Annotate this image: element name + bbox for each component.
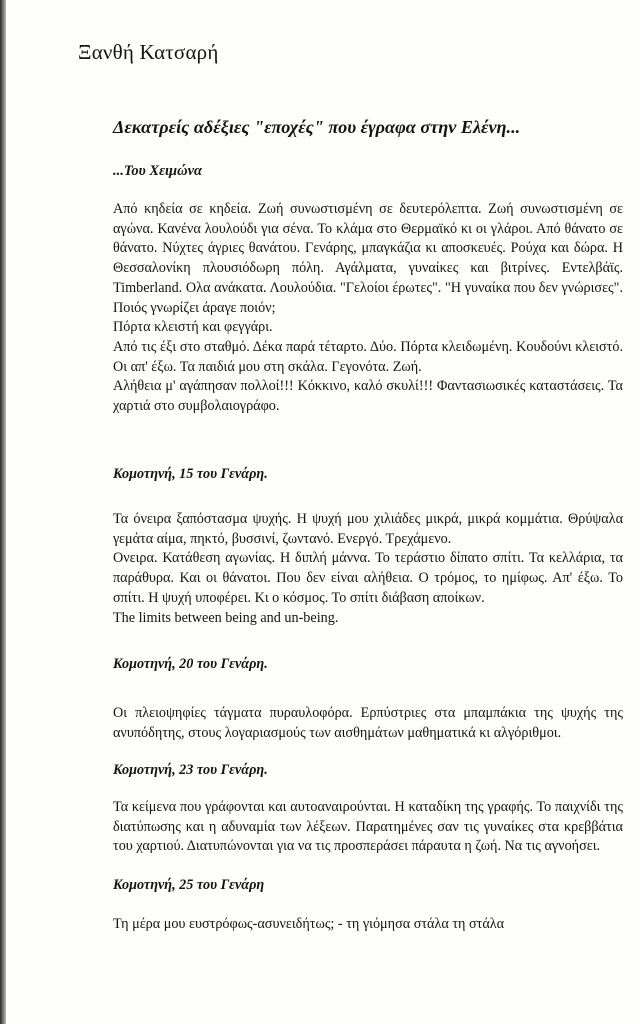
entry-date-signature: Κομοτηνή, 23 του Γενάρη. bbox=[113, 762, 268, 778]
paragraph: Πόρτα κλειστή και φεγγάρι. bbox=[113, 319, 273, 336]
paragraph: Από κηδεία σε κηδεία. Ζωή συνωστισμένη σε δευτερόλεπτα. Ζωή συνωστισμένη σε αγώνα. Κανένα λουλούδι για σένα. Το κλάμα στο Θερμαϊκό κι οι γλάροι. Από θάνατο σε θάνατο. Νύχτες άγριες θανάτου. Γενάρης, μπαγκάζια κι αποσκευές. Ρούχα και δώρα. Η Θεσσαλονίκη πλουσιόδωρη πόλη. Αγάλματα, γυναίκες και βιτρίνες. Εντελβάϊς. Timberland. Ολα ανάκατα. Λουλούδια. "Γελοίοι έρωτες". "Η γυναίκα που δεν γνώρισες". Ποιός γνωρίζει άραγε ποιόν; bbox=[113, 201, 623, 316]
paragraph: The limits between being and un-being. bbox=[113, 609, 339, 626]
entry-text bbox=[113, 704, 623, 743]
entry-text bbox=[113, 915, 623, 935]
section-heading: ...Του Χειμώνα bbox=[113, 163, 203, 179]
paragraph: Ονειρα. Κατάθεση αγωνίας. Η διπλή μάννα. Το τεράστιο δίπατο σπίτι. Τα κελλάρια, τα παράθυρα. Και οι θάνατοι. Που δεν είναι αλήθεια. Ο τρόμος, το ημίφως. Απ' έξω. Το σπίτι. Η ψυχή υποφέρει. Κι ο κόσμος. Το σπίτι διάβαση αποίκων. bbox=[113, 550, 623, 606]
author-name: Ξανθή Κατσαρή bbox=[78, 40, 219, 64]
paragraph: Από τις έξι στο σταθμό. Δέκα παρά τέταρτο. Δύο. Πόρτα κλειδωμένη. Κουδούνι κλειστό. Οι απ' έξω. Τα παιδιά μου στη σκάλα. Γεγονότα. Ζωή. bbox=[113, 338, 623, 375]
paragraph: Αλήθεια μ' αγάπησαν πολλοί!!! Κόκκινο, καλό σκυλί!!! Φαντασιωσικές καταστάσεις. Τα χαρτιά στο συμβολαιογράφο. bbox=[113, 378, 623, 415]
paragraph: Τα όνειρα ξαπόστασμα ψυχής. Η ψυχή μου χιλιάδες μικρά, μικρά κομμάτια. Θρύψαλα γεμάτα αίμα, πηκτό, βυσσινί, ζωντανό. Ενεργό. Τρεχάμενο. bbox=[113, 511, 623, 547]
entry-date-signature: Κομοτηνή, 25 του Γενάρη bbox=[113, 877, 265, 893]
paragraph: Τα κείμενα που γράφονται και αυτοαναιρούνται. Η καταδίκη της γραφής. Το παιχνίδι της διατύπωσης και η αδυναμία των λέξεων. Παρατημένες σαν τις γυναίκες στα κρεββάτια του χαρτιού. Διατυπώνονται για να τις προσπεράσει πάραυτα η ζωή. Να τις αγνοήσει. bbox=[113, 799, 623, 855]
paragraph: Οι πλειοψηφίες τάγματα πυραυλοφόρα. Ερπύστριες στα μπαμπάκια της ψυχής της ανυπόδητης, στους λογαριασμούς των αισθημάτων μαθηματικά κι αλγόριθμοι. bbox=[113, 705, 623, 741]
poem-title: Δεκατρείς αδέξιες "εποχές" που έγραφα στην Ελένη... bbox=[113, 117, 521, 137]
entry-date-signature: Κομοτηνή, 15 του Γενάρη. bbox=[113, 466, 268, 482]
entry-text bbox=[113, 798, 623, 857]
entry-date-signature: Κομοτηνή, 20 του Γενάρη. bbox=[113, 656, 268, 672]
page-edge-shadow bbox=[0, 0, 6, 1024]
entry-text bbox=[113, 200, 623, 417]
paragraph: Τη μέρα μου ευστρόφως-ασυνειδήτως; - τη γιόμησα στάλα τη στάλα bbox=[113, 916, 505, 932]
entry-text bbox=[113, 510, 623, 628]
